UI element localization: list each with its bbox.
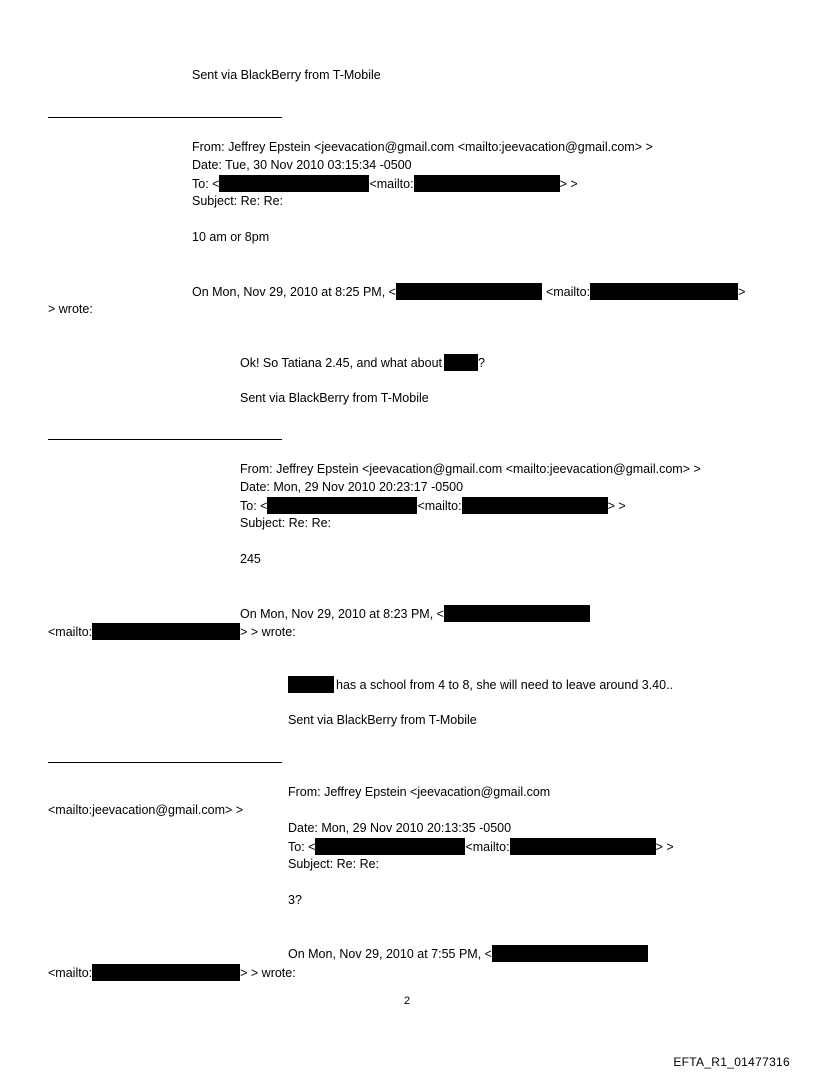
to-suffix: > > [607,499,626,513]
redaction-box [444,605,590,622]
email1-on-line [192,283,745,300]
email3-wrote-line [48,964,296,981]
redaction-box [92,623,240,640]
email1-to [192,175,578,192]
email2-date: Date: Mon, 29 Nov 2010 20:23:17 -0500 [240,480,464,494]
email2-to [240,497,626,514]
on-end: > [738,285,746,299]
to-prefix: To: < [288,840,316,854]
redaction-box [267,497,417,514]
email1-from: From: Jeffrey Epstein <jeevacation@gmail.com <mailto:jeevacation@gmail.com> > [192,140,653,154]
separator-rule [48,439,282,440]
redaction-box [492,945,648,962]
to-prefix: To: < [192,177,220,191]
email2-from: From: Jeffrey Epstein <jeevacation@gmail.com <mailto:jeevacation@gmail.com> > [240,462,701,476]
email2-body: 245 [240,552,261,566]
mailto-text: <mailto: [48,625,93,639]
quote2-sent-via: Sent via BlackBerry from T-Mobile [288,713,477,727]
email2-wrote-line [48,623,296,640]
email3-body: 3? [288,893,302,907]
redaction-box [219,175,369,192]
redaction-box [414,175,560,192]
redaction-box [288,676,334,693]
redaction-box [396,283,542,300]
on-mailto: <mailto: [545,285,591,299]
mailto-text: <mailto: [48,966,93,980]
page-number: 2 [404,995,411,1007]
separator-rule [48,762,282,763]
to-mailto: <mailto: [369,177,414,191]
email3-to [288,838,674,855]
on-text: On Mon, Nov 29, 2010 at 8:25 PM, < [192,285,396,299]
quote2-text: has a school from 4 to 8, she will need to leave around 3.40.. [336,678,674,692]
redaction-box [315,838,465,855]
email1-date: Date: Tue, 30 Nov 2010 03:15:34 -0500 [192,158,412,172]
email3-subject: Subject: Re: Re: [288,857,380,871]
quote1-body [240,354,485,371]
to-mailto: <mailto: [465,840,510,854]
wrote-text: > > wrote: [240,625,296,639]
redaction-box [444,354,478,371]
sent-via-line: Sent via BlackBerry from T-Mobile [192,68,381,82]
to-suffix: > > [655,840,674,854]
wrote-text: > > wrote: [240,966,296,980]
on-text: On Mon, Nov 29, 2010 at 7:55 PM, < [288,947,492,961]
redaction-box [510,838,656,855]
email3-on-line [288,945,648,962]
redaction-box [462,497,608,514]
email3-from: From: Jeffrey Epstein <jeevacation@gmail.com [288,785,551,799]
email1-wrote: > wrote: [48,302,93,316]
email3-from-cont: <mailto:jeevacation@gmail.com> > [48,803,244,817]
quote1-text: Ok! So Tatiana 2.45, and what about [240,356,442,370]
document-id-footer: EFTA_R1_01477316 [673,1055,790,1069]
quote2-body [288,676,673,693]
email2-subject: Subject: Re: Re: [240,516,332,530]
redaction-box [92,964,240,981]
to-mailto: <mailto: [417,499,462,513]
to-suffix: > > [559,177,578,191]
on-text: On Mon, Nov 29, 2010 at 8:23 PM, < [240,607,444,621]
redaction-box [590,283,738,300]
quote1-suffix: ? [478,356,485,370]
email1-subject: Subject: Re: Re: [192,194,284,208]
email1-body: 10 am or 8pm [192,230,270,244]
to-prefix: To: < [240,499,268,513]
quote1-sent-via: Sent via BlackBerry from T-Mobile [240,391,429,405]
email2-on-line [240,605,590,622]
email3-date: Date: Mon, 29 Nov 2010 20:13:35 -0500 [288,821,512,835]
separator-rule [48,117,282,118]
